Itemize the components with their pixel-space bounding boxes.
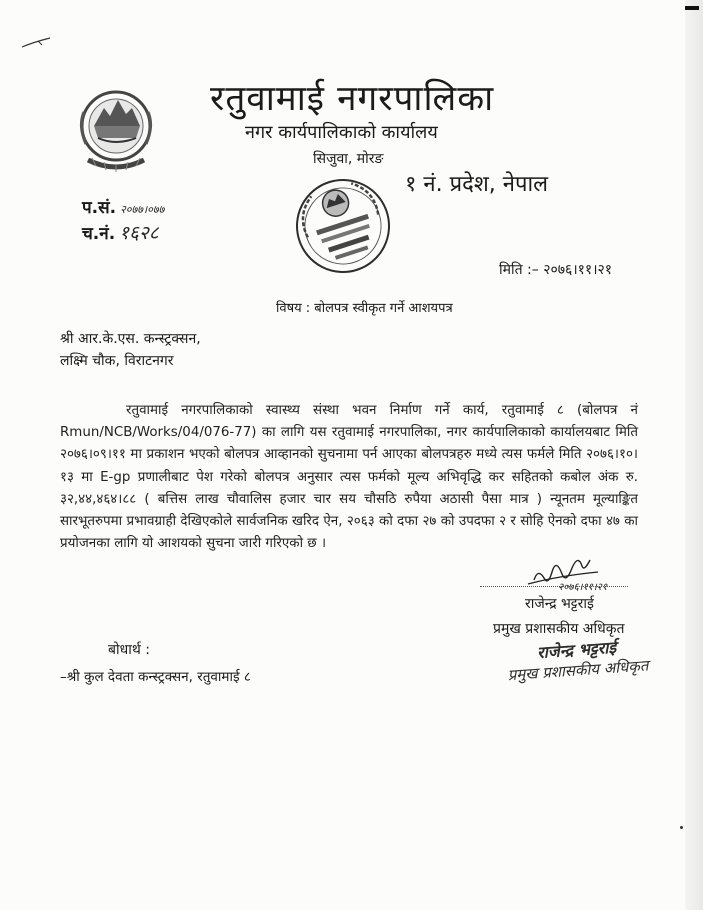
ps-row (82, 195, 164, 219)
letter-body (60, 400, 638, 555)
recipient-address: लक्ष्मि चौक, विराटनगर (60, 353, 174, 369)
nepal-government-emblem-icon (74, 82, 158, 178)
signatory-title: प्रमुख प्रशासकीय अधिकृत (493, 621, 625, 637)
letter-body-text: रतुवामाई नगरपालिकाको स्वास्थ्य संस्था भवन निर्माण गर्ने कार्य, रतुवामाई ८ (बोलपत्र नं Rmun/NCB/Works/04/076-77) का लागि यस रतुवामाई नगरपालिका, नगर कार्यपालिकाको कार्यालयबाट मिति २०७६।०९।११ मा प्रकाशन भएको बोलपत्र आव्हानको सुचनामा पर्न आएका बोलपत्रहरु मध्ये त्यस फर्मले मिति २०७६।१०।१३ मा E-gp प्रणालीबाट पेश गरेको बोलपत्र अनुसार त्यस फर्मको मूल्य अभिवृद्धि कर सहितको कबोल अंक रु. ३२,४४,४६४।८८ ( बत्तिस लाख चौवालिस हजार चार सय चौसठि रुपैया अठासी पैसा मात्र ) न्यूनतम मूल्याङ्कित सारभूतरुपमा प्रभावग्राही देखिएकोले सार्वजनिक खरिद ऐन, २०६३ को दफा २७ को उपदफा २ र सोहि ऐनको दफा ४७ का प्रयोजनका लागि यो आशयको सुचना जारी गरिएको छ । (60, 403, 638, 552)
cc-item: –श्री कुल देवता कन्स्ट्रक्सन, रतुवामाई ८ (60, 669, 251, 685)
signature-line (480, 586, 628, 587)
office-title: रतुवामाई नगरपालिका (210, 79, 495, 119)
letter-date: मिति :– २०७६।११।२१ (499, 262, 613, 278)
scan-speck (680, 826, 683, 829)
office-province: १ नं. प्रदेश, नेपाल (405, 172, 549, 197)
office-subtitle: नगर कार्यपालिकाको कार्यालय (245, 122, 438, 143)
recipient-block (60, 328, 201, 372)
recipient-name: श्री आर.के.एस. कन्स्ट्रक्सन, (60, 331, 201, 347)
chn-label: च.नं. (82, 224, 116, 244)
chn-value: १६२८ (119, 222, 159, 244)
stamp-name: राजेन्द्र भट्टराई (536, 637, 617, 663)
cc-block (60, 640, 251, 685)
pen-stroke-mark (20, 36, 52, 50)
ps-label: प.सं. (82, 198, 117, 218)
signatory-name: राजेन्द्र भट्टराई (525, 596, 594, 612)
handwritten-date: २०७६।११।२१ (558, 582, 608, 593)
letter-subject: विषय : बोलपत्र स्वीकृत गर्ने आशयपत्र (276, 301, 453, 316)
stamp-title: प्रमुख प्रशासकीय अधिकृत (507, 656, 649, 685)
municipal-round-seal-icon (288, 172, 398, 280)
signatory-name-stamp (496, 633, 659, 686)
office-place: सिजुवा, मोरङ (313, 151, 384, 167)
chn-row (82, 219, 164, 243)
scan-edge (685, 0, 703, 910)
reference-block (82, 195, 164, 243)
ps-value: २०७७।०७७ (120, 203, 165, 216)
scan-edge-mark (685, 6, 699, 10)
handwritten-signature (498, 548, 608, 594)
cc-label: बोधार्थ : (108, 642, 150, 658)
